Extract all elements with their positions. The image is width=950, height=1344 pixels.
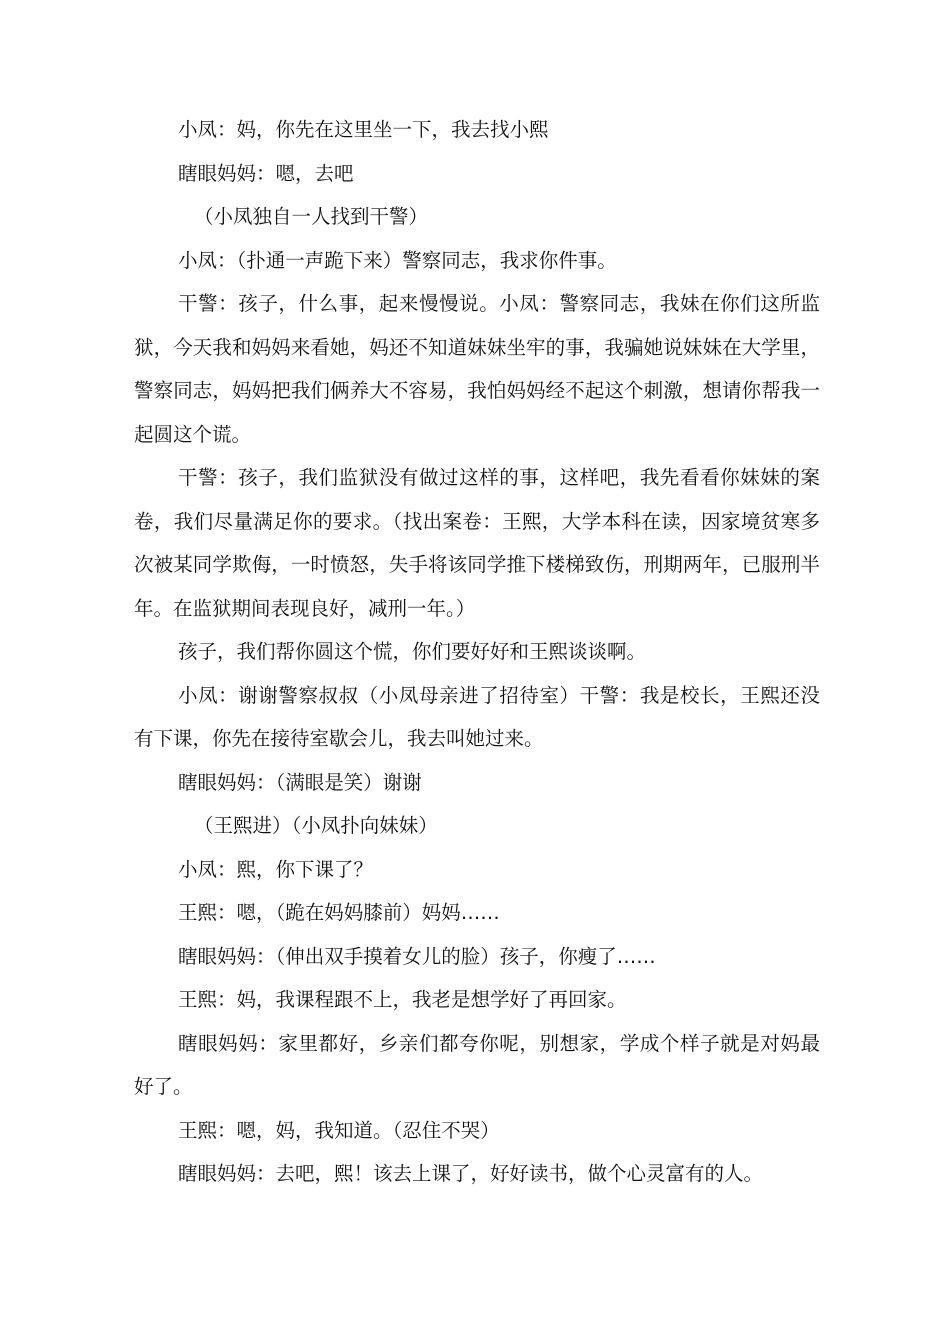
dialogue-line: 小凤：（扑通一声跪下来）警察同志，我求你件事。 bbox=[178, 248, 617, 272]
dialogue-line: 小凤：妈，你先在这里坐一下，我去找小熙 bbox=[178, 118, 549, 141]
script-body bbox=[134, 108, 820, 1196]
dialogue-line: 王熙：嗯，妈，我知道。（忍住不哭） bbox=[178, 1118, 500, 1142]
dialogue-line: 孩子，我们帮你圆这个慌，你们要好好和王熙谈谈啊。 bbox=[178, 640, 647, 663]
dialogue-line: 小凤：熙，你下课了？ bbox=[178, 857, 374, 881]
dialogue-line: 王熙：嗯，（跪在妈妈膝前）妈妈…… bbox=[178, 901, 500, 924]
dialogue-line: 瞎眼妈妈：（伸出双手摸着女儿的脸）孩子，你瘦了…… bbox=[178, 944, 656, 968]
dialogue-line: 王熙：妈，我课程跟不上，我老是想学好了再回家。 bbox=[178, 988, 627, 1011]
dialogue-paragraph: 瞎眼妈妈：家里都好，乡亲们都夸你呢，别想家，学成个样子就是对妈最好了。 bbox=[134, 1031, 820, 1098]
dialogue-line: 瞎眼妈妈：（满眼是笑）谢谢 bbox=[178, 770, 422, 794]
stage-direction: （王熙进）（小凤扑向妹妹） bbox=[194, 814, 438, 837]
stage-direction: （小凤独自一人找到干警） bbox=[194, 205, 429, 228]
dialogue-paragraph: 小凤：谢谢警察叔叔（小凤母亲进了招待室）干警：我是校长，王熙还没有下课，你先在接待室歇会儿，我去叫她过来。 bbox=[134, 683, 820, 750]
dialogue-line: 瞎眼妈妈：嗯，去吧 bbox=[178, 161, 354, 185]
dialogue-paragraph: 干警：孩子，什么事，起来慢慢说。小凤：警察同志，我妹在你们这所监狱，今天我和妈妈来看她，妈还不知道妹妹坐牢的事，我骗她说妹妹在大学里，警察同志，妈妈把我们俩养大不容易，我怕妈妈经不起这个刺激，想请你帮我一起圆这个谎。 bbox=[134, 292, 820, 446]
dialogue-line: 瞎眼妈妈：去吧，熙！该去上课了，好好读书，做个心灵富有的人。 bbox=[178, 1162, 764, 1185]
dialogue-paragraph: 干警：孩子，我们监狱没有做过这样的事，这样吧，我先看看你妹妹的案卷，我们尽量满足你的要求。（找出案卷：王熙，大学本科在读，因家境贫寒多次被某同学欺侮，一时愤怒，失手将该同学推下楼梯致伤，刑期两年，已服刑半年。在监狱期间表现良好，减刑一年。） bbox=[134, 466, 820, 620]
